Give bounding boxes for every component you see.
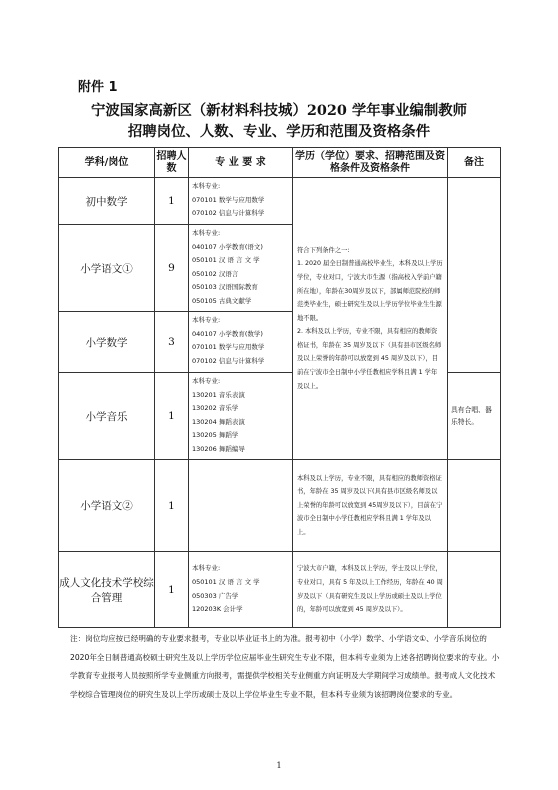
count-cell: 9 xyxy=(155,225,189,312)
majors-cell: 本科专业: 040107 小学教育(语文) 050101 汉 语 言 文 学 050102 汉语言 050103 汉语国际教育 050105 古典文献学 xyxy=(189,225,293,312)
table-row xyxy=(59,178,501,225)
majors-cell-empty xyxy=(189,460,293,552)
document-title-line2: 招聘岗位、人数、专业、学历和范围及资格条件 xyxy=(127,123,431,140)
attachment-label: 附件 1 xyxy=(78,80,118,95)
header-requirements: 学历（学位）要求、招聘范围及资格条件及资格条件 xyxy=(293,148,448,178)
header-count: 招聘人数 xyxy=(155,148,189,178)
page-number: 1 xyxy=(276,761,282,770)
header-position: 学科/岗位 xyxy=(59,148,155,178)
count-cell: 1 xyxy=(155,552,189,628)
table-header-row xyxy=(59,148,501,178)
remark-cell-music: 具有合唱、器乐特长。 xyxy=(448,373,501,460)
remark-cell-empty xyxy=(448,552,501,628)
footnote: 注：岗位均应按已经明确的专业要求报考，专业以毕业证书上的为准。报考初中（小学）数学、小学语文①、小学音乐岗位的2020年全日制普通高校硕士研究生及以上学历学位应届毕业生研究生专业不限，但本科专业须为上述各招聘岗位要求的专业。小学教育专业报考人员按照所学专业侧重方向报考，需提供学校相关专业侧重方向证明及大学期间学习成绩单。报考成人文化技术学校综合管理岗位的研究生及以上学历或硕士及以上学位毕业生专业不限，但本科专业须为该招聘岗位要求的专业。 xyxy=(70,634,500,699)
remark-cell-empty xyxy=(448,178,501,373)
count-cell: 1 xyxy=(155,178,189,225)
majors-cell: 本科专业: 130201 音乐表演 130202 音乐学 130204 舞蹈表演 130205 舞蹈学 130206 舞蹈编导 xyxy=(189,373,293,460)
recruitment-table xyxy=(58,147,501,628)
position-cell: 初中数学 xyxy=(59,178,155,225)
table-row xyxy=(59,552,501,628)
requirements-cell-row5: 本科及以上学历，专业不限，具有相应的教师资格证书，年龄在 35 周岁及以下(具有县市区级名师及以上荣誉的年龄可以放宽到 45周岁及以下），目前在宁波市全日制中小学任教相应学科且满 1 学年及以上。 xyxy=(293,460,448,552)
position-cell: 小学语文① xyxy=(59,225,155,312)
count-cell: 3 xyxy=(155,312,189,373)
header-remarks: 备注 xyxy=(448,148,501,178)
table-row xyxy=(59,460,501,552)
requirements-cell-row6: 宁波大市户籍，本科及以上学历，学士及以上学位，专业对口，具有 5 年及以上工作经历，年龄在 40 周岁及以下（具有研究生及以上学历或硕士及以上学位的，年龄可以放宽到 45 周岁及以下）。 xyxy=(293,552,448,628)
position-cell: 小学语文② xyxy=(59,460,155,552)
document-title-line1: 宁波国家高新区（新材料科技城）2020 学年事业编制教师 xyxy=(90,102,468,119)
header-majors: 专 业 要 求 xyxy=(189,148,293,178)
majors-cell: 本科专业: 040107 小学教育(数学) 070101 数学与应用数学 070102 信息与计算科学 xyxy=(189,312,293,373)
position-cell: 小学音乐 xyxy=(59,373,155,460)
requirements-cell-group1: 符合下列条件之一: 1. 2020 届全日制普通高校毕业生，本科及以上学历学位，专业对口，宁波大市生源（指高校入学前户籍所在地），年龄在30周岁及以下，部属师范院校的师范类毕业生，硕士研究生及以上学历学位毕业生生源地不限。 2. 本科及以上学历，专业不限，具有相应的教师资格证书，年龄在 35 周岁及以下（具有县市区级名师及以上荣誉的年龄可以放宽到 45 周岁及以下），目前在宁波市全日制中小学任教相应学科且满 1 学年及以上。 xyxy=(293,178,448,460)
count-cell: 1 xyxy=(155,460,189,552)
majors-cell: 本科专业: 070101 数学与应用数学 070102 信息与计算科学 xyxy=(189,178,293,225)
count-cell: 1 xyxy=(155,373,189,460)
position-cell: 成人文化技术学校综合管理 xyxy=(59,552,155,628)
remark-cell-empty xyxy=(448,460,501,552)
position-cell: 小学数学 xyxy=(59,312,155,373)
majors-cell: 本科专业: 050101 汉 语 言 文 学 050303 广告学 120203K 会计学 xyxy=(189,552,293,628)
